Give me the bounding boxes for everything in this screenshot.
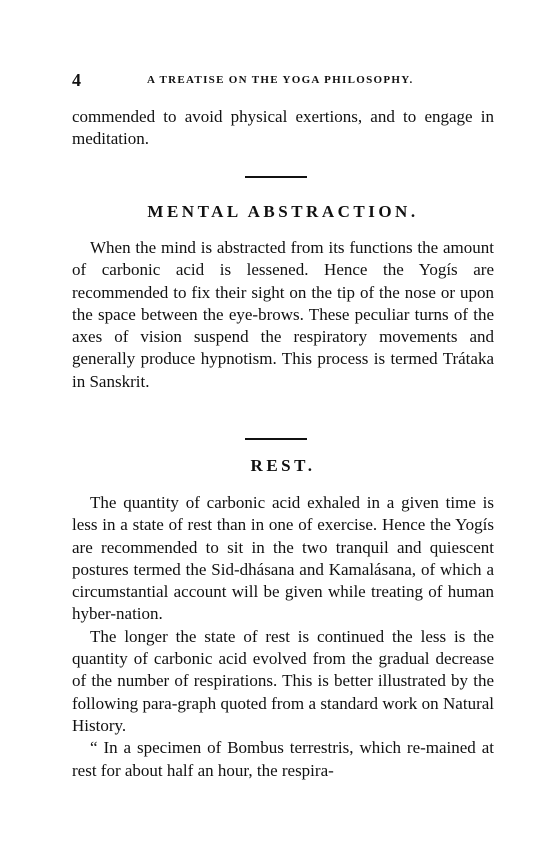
section-divider-rule — [245, 176, 307, 178]
running-title: A TREATISE ON THE YOGA PHILOSOPHY. — [147, 74, 414, 86]
continued-paragraph-text: commended to avoid physical exertions, and to engage in meditation. — [72, 107, 494, 149]
continued-paragraph — [72, 106, 494, 151]
rest-paragraph-1: The quantity of carbonic acid exhaled in a given time is less in a state of rest than in one of exercise. Hence the Yogís are recommended to sit in the two tranquil and quiescent postures termed the Sid-dhásana and Kamalásana, of which a circumstantial account will be given while treating of human hyber-nation. — [72, 493, 494, 624]
section-heading-mental-abstraction: MENTAL ABSTRACTION. — [147, 202, 419, 221]
rest-paragraph-2: The longer the state of rest is continued the less is the quantity of carbonic acid evolved from the gradual decrease of the number of respirations. This is better illustrated by the following para-graph quoted from a standard work on Natural History. — [72, 626, 494, 735]
rest-section — [72, 492, 494, 782]
section-divider-rule — [245, 438, 307, 440]
page-number: 4 — [72, 70, 81, 90]
section-heading-rest: REST. — [250, 456, 316, 475]
mental-abstraction-paragraph: When the mind is abstracted from its functions the amount of carbonic acid is lessened. Hence the Yogís are recommended to fix their sight on the tip of the nose or upon the space between the eye-brows. These peculiar turns of the axes of vision suspend the respiratory movements and generally produce hypnotism. This process is termed Trátaka in Sanskrit. — [72, 238, 494, 391]
rest-paragraph-3: “ In a specimen of Bombus terrestris, which re-mained at rest for about half an hour, the respira- — [72, 738, 494, 780]
mental-abstraction-section — [72, 237, 494, 393]
